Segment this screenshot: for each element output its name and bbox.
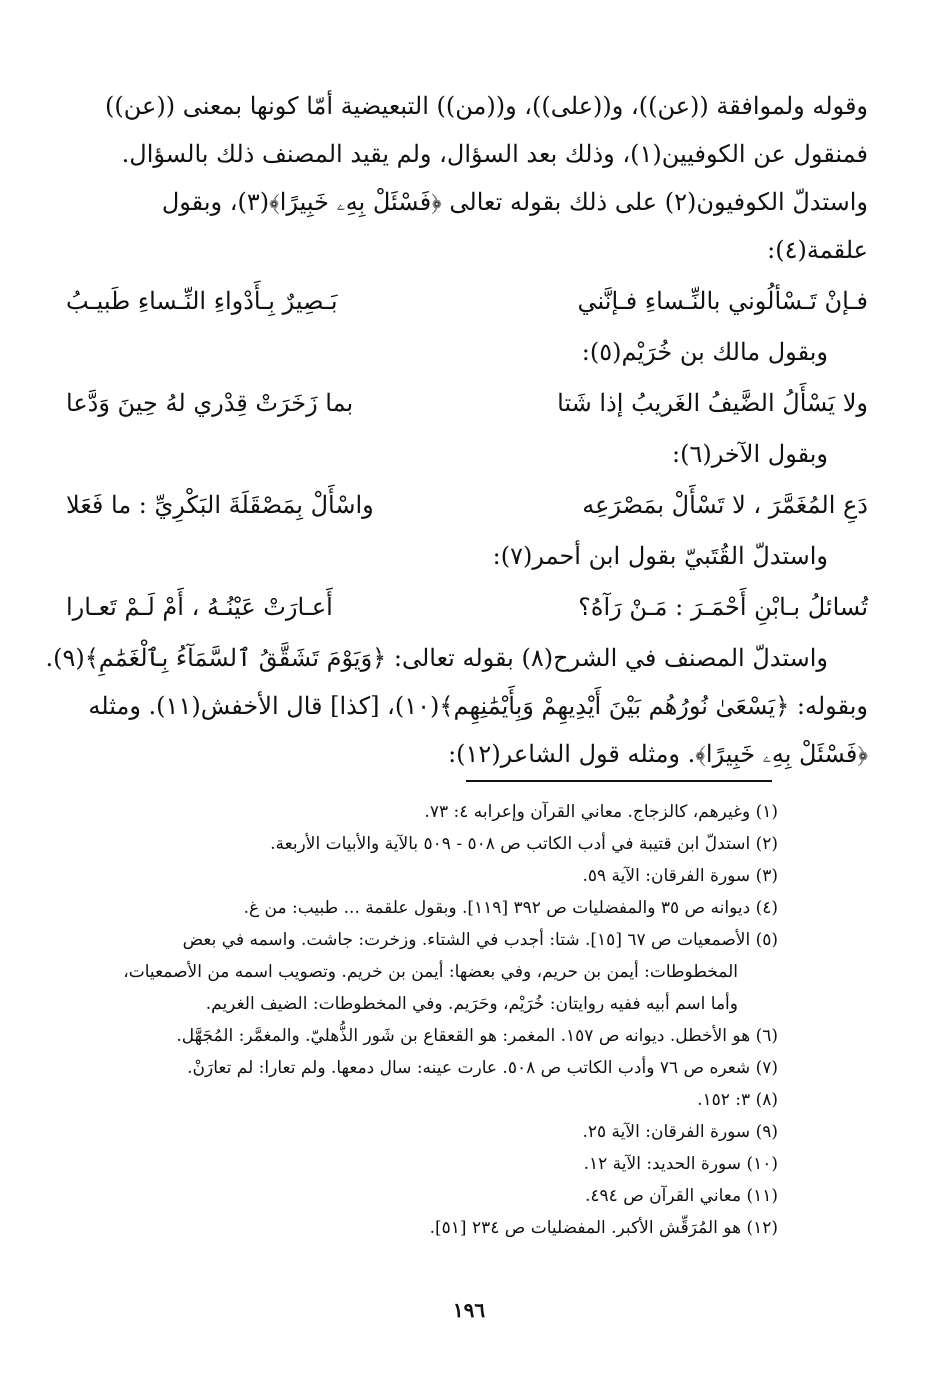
footnote: (٩) سورة الفرقان: الآية ٢٥. bbox=[582, 1122, 778, 1142]
verse-first-hemistich: ولا يَسْأَلُ الضَّيفُ الغَريبُ إذا شَتا bbox=[557, 389, 868, 417]
footnote-separator bbox=[466, 780, 772, 782]
body-line: ﴿فَسْئَلْ بِهِۦ خَبِيرًا﴾. ومثله قول الشاعر(١٢): bbox=[448, 740, 868, 768]
verse-malik bbox=[66, 376, 868, 430]
footnote: (١) وغيرهم، كالزجاج. معاني القرآن وإعرابه ٤: ٧٣. bbox=[424, 802, 778, 822]
body-line: واستدلّ المصنف في الشرح(٨) بقوله تعالى: ﴿وَيَوْمَ تَشَقَّقُ ٱلسَّمَآءُ بِٱلْغَمَٰمِ﴾(٩). bbox=[45, 644, 828, 672]
footnote: (٧) شعره ص ٧٦ وأدب الكاتب ص ٥٠٨. عارت عينه: سال دمعها. ولم تعارا: لم تعارَنْ. bbox=[187, 1058, 778, 1078]
verse-second-hemistich: بما زَخَرَتْ قِدْري لهُ حِينَ وَدَّعا bbox=[66, 389, 354, 417]
body-line: وبقول الآخر(٦): bbox=[671, 440, 828, 468]
footnote: (١٠) سورة الحديد: الآية ١٢. bbox=[583, 1154, 778, 1174]
verse-second-hemistich: أَعـارَتْ عَيْنُـهُ ، أَمْ لَـمْ تَعـارا bbox=[66, 593, 333, 621]
footnote: (٣) سورة الفرقان: الآية ٥٩. bbox=[582, 866, 778, 886]
footnote: (٤) ديوانه ص ٣٥ والمفضليات ص ٣٩٢ [١١٩]. وبقول علقمة ... طبيب: من غ. bbox=[243, 898, 778, 918]
body-line: علقمة(٤): bbox=[767, 236, 868, 264]
main-text bbox=[45, 82, 868, 778]
verse-first-hemistich: تُسائلُ بـابْنِ أَحْمَـرَ : مَـنْ رَآهُ؟ bbox=[578, 593, 868, 621]
footnote-continuation: المخطوطات: أيمن بن حريم، وفي بعضها: أيمن بن خريم. وتصويب اسمه من الأصمعيات، bbox=[123, 962, 738, 982]
footnote-continuation: وأما اسم أبيه ففيه روايتان: خُرَيْم، وحَرَيم. وفي المخطوطات: الضيف الغريم. bbox=[205, 994, 738, 1014]
body-line: واستدلّ الكوفيون(٢) على ذلك بقوله تعالى ﴿فَسْئَلْ بِهِۦ خَبِيرًا﴾(٣)، وبقول bbox=[161, 188, 868, 216]
verse-akhtal bbox=[66, 478, 868, 532]
verse-second-hemistich: واسْأَلْ بِمَصْقَلَةَ البَكْرِيِّ : ما فَعَلا bbox=[66, 491, 374, 519]
verse-second-hemistich: بَـصِيرٌ بِـأَدْواءِ النِّـساءِ طَبيـبُ bbox=[66, 287, 338, 315]
body-line: فمنقول عن الكوفيين(١)، وذلك بعد السؤال، ولم يقيد المصنف ذلك بالسؤال. bbox=[121, 140, 868, 168]
body-line: وبقول مالك بن خُرَيْم(٥): bbox=[581, 338, 828, 366]
footnote: (١١) معاني القرآن ص ٤٩٤. bbox=[585, 1186, 778, 1206]
body-line: وبقوله: ﴿يَسْعَىٰ نُورُهُم بَيْنَ أَيْدِيهِمْ وَبِأَيْمَٰنِهِم﴾(١٠)، [كذا] قال الأخفش(١١). ومثله bbox=[88, 692, 868, 720]
footnotes bbox=[70, 796, 778, 1244]
body-line: واستدلّ القُتَبيّ بقول ابن أحمر(٧): bbox=[492, 542, 828, 570]
footnote: (٢) استدلّ ابن قتيبة في أدب الكاتب ص ٥٠٨ - ٥٠٩ بالآية والأبيات الأربعة. bbox=[270, 834, 778, 854]
body-line: وقوله ولموافقة ((عن))، و((على))، و((من)) التبعيضية أمّا كونها بمعنى ((عن)) bbox=[105, 92, 868, 120]
footnote: (٥) الأصمعيات ص ٦٧ [١٥]. شتا: أجدب في الشتاء. وزخرت: جاشت. واسمه في بعض bbox=[182, 930, 778, 950]
footnote: (١٢) هو المُرَقِّش الأكبر. المفضليات ص ٢٣٤ [٥١]. bbox=[429, 1218, 778, 1238]
verse-ibn-ahmar bbox=[66, 580, 868, 634]
verse-first-hemistich: فـإنْ تَـسْألُوني بالنِّـساءِ فـإنَّني bbox=[577, 287, 868, 315]
footnote: (٦) هو الأخطل. ديوانه ص ١٥٧. المغمر: هو القعقاع بن شَور الذُّهليّ. والمغمَّر: المُجَهَّل. bbox=[176, 1026, 778, 1046]
page-number: ١٩٦ bbox=[452, 1298, 486, 1322]
footnote: (٨) ٣: ١٥٢. bbox=[697, 1090, 778, 1110]
verse-alqama bbox=[66, 274, 868, 328]
verse-first-hemistich: دَعِ المُغَمَّرَ ، لا تَسْأَلْ بمَصْرَعِه bbox=[582, 491, 868, 519]
